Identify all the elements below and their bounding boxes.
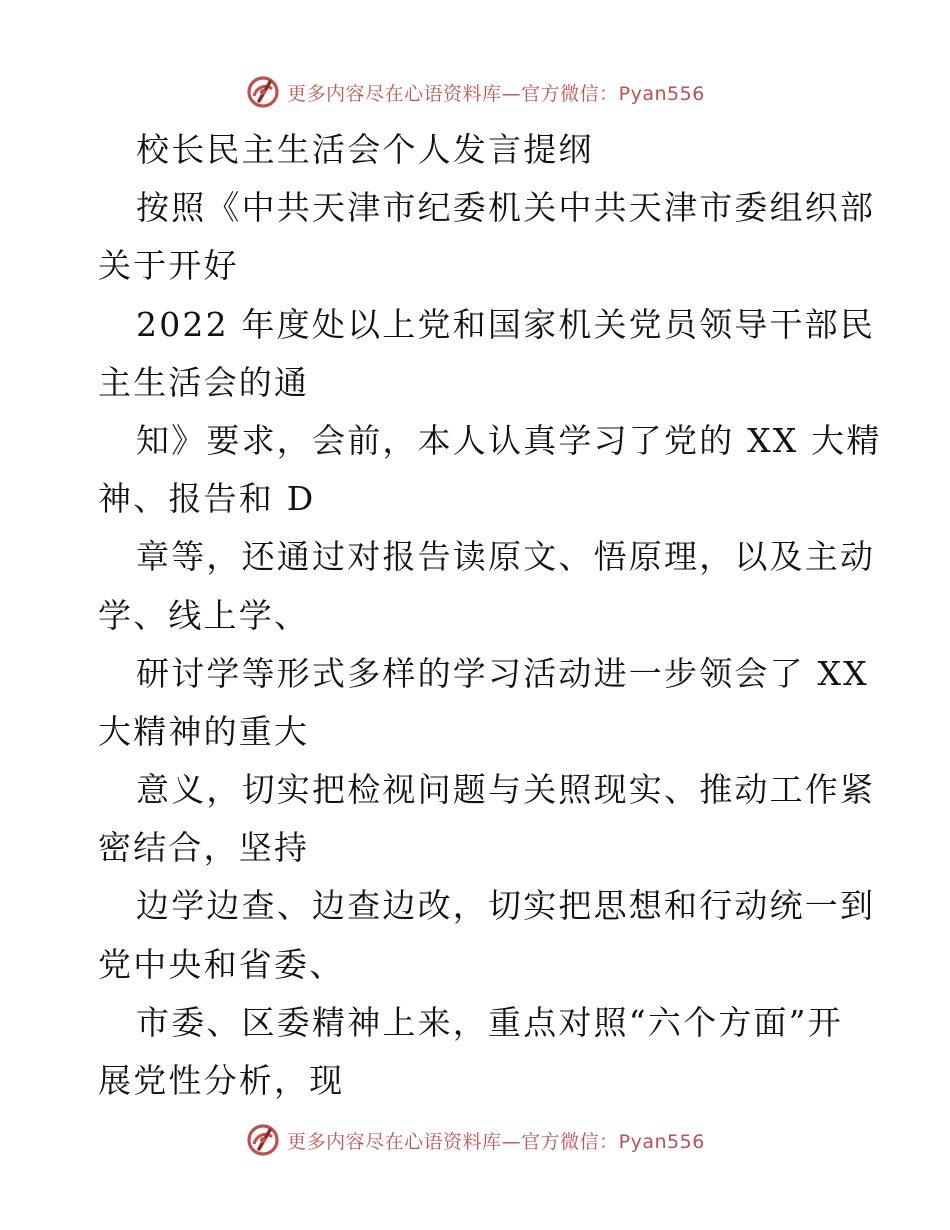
watermark-footer: [0, 1120, 950, 1160]
watermark-text: 更多内容尽在心语资料库—官方微信：Pyan556: [287, 1130, 705, 1153]
text-line: 章等，还通过对报告读原文、悟原理，以及主动: [136, 537, 876, 577]
text-line: 按照《中共天津市纪委机关中共天津市委组织部: [136, 188, 876, 228]
text-line: 知》要求，会前，本人认真学习了党的 XX 大精: [136, 420, 882, 460]
watermark-header: [0, 72, 950, 112]
text-line: 神、报告和 D: [98, 479, 316, 519]
text-line: 意义，切实把检视问题与关照现实、推动工作紧: [136, 770, 876, 810]
watermark-text: 更多内容尽在心语资料库—官方微信：Pyan556: [287, 82, 705, 105]
text-line: 学、线上学、: [98, 595, 310, 635]
text-line: 市委、区委精神上来，重点对照“六个方面”开: [136, 1002, 843, 1042]
red-swirl-logo-icon: [245, 1122, 281, 1158]
text-line: 研讨学等形式多样的学习活动进一步领会了 XX: [136, 653, 869, 693]
red-swirl-logo-icon: [245, 74, 281, 110]
document-title: 校长民主生活会个人发言提纲: [136, 130, 594, 169]
text-line: 大精神的重大: [98, 711, 310, 751]
text-line: 密结合，坚持: [98, 828, 310, 868]
text-line: 关于开好: [98, 246, 239, 286]
text-line: 党中央和省委、: [98, 944, 345, 984]
text-line: 主生活会的通: [98, 362, 310, 402]
text-line: 展党性分析，现: [98, 1061, 345, 1100]
document-body: [98, 121, 882, 1110]
text-line: 2022 年度处以上党和国家机关党员领导干部民: [136, 304, 876, 344]
text-line: 边学边查、边查边改，切实把思想和行动统一到: [136, 886, 876, 926]
